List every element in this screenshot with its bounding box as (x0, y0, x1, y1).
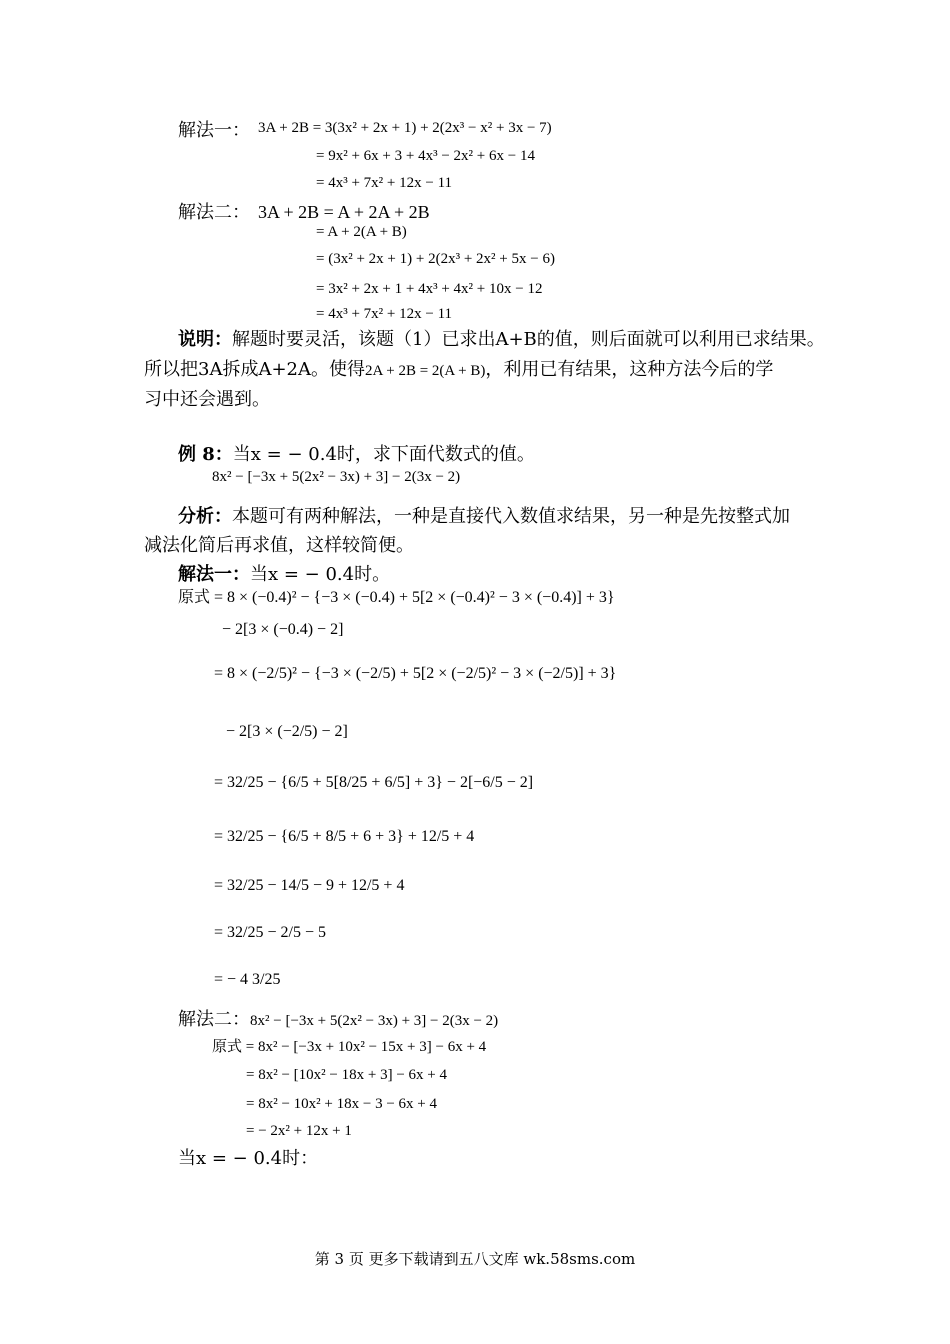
calc-line: 原式 = 8 × (−0.4)² − {−3 × (−0.4) + 5[2 × (−0.4)² − 3 × (−0.4)] + 3} (178, 589, 615, 606)
note-line-1 (178, 331, 825, 349)
formula-line: = 4x³ + 7x² + 12x − 11 (316, 175, 453, 191)
formula-line: = 4x³ + 7x² + 12x − 11 (316, 306, 453, 322)
calc-line: = 8 × (−2/5)² − {−3 × (−2/5) + 5[2 × (−2/5)² − 3 × (−2/5)] + 3} (214, 665, 617, 682)
calc-line: = − 4 3/25 (214, 971, 281, 988)
calc-line: = 32/25 − 14/5 − 9 + 12/5 + 4 (214, 877, 405, 894)
calc-line: − 2[3 × (−0.4) − 2] (222, 621, 344, 638)
solution-a-heading (178, 566, 390, 584)
solution-two-label: 解法二： (178, 202, 250, 223)
simplify-line: = − 2x² + 12x + 1 (246, 1123, 352, 1139)
analysis-text: 本题可有两种解法，一种是直接代入数值求结果，另一种是先按整式加 (232, 506, 790, 527)
solution-b-condition: 当x = − 0.4时： (178, 1148, 319, 1169)
solution-b-label: 解法二： (178, 1009, 250, 1030)
note-line-2 (144, 361, 773, 379)
solution-b-expression: 8x² − [−3x + 5(2x² − 3x) + 3] − 2(3x − 2) (250, 1013, 499, 1029)
simplify-line: = 8x² − 10x² + 18x − 3 − 6x + 4 (246, 1096, 438, 1112)
note-formula: 2A + 2B = 2(A + B) (364, 363, 486, 379)
formula-line: = 3x² + 2x + 1 + 4x³ + 4x² + 10x − 12 (316, 281, 543, 297)
example-8-heading (178, 446, 535, 464)
note-text: ，利用已有结果，这种方法今后的学 (485, 359, 774, 380)
solution-a-label: 解法一： (178, 564, 250, 585)
calc-line: = 32/25 − {6/5 + 8/5 + 6 + 3} + 12/5 + 4 (214, 828, 475, 845)
example-expression: 8x² − [−3x + 5(2x² − 3x) + 3] − 2(3x − 2) (212, 469, 461, 485)
simplify-line: = 8x² − [10x² − 18x + 3] − 6x + 4 (246, 1067, 447, 1083)
analysis-line-1 (178, 508, 790, 526)
note-text: 所以把3A拆成A+2A。使得 (144, 359, 365, 380)
analysis-line-2: 减法化简后再求值，这样较简便。 (144, 535, 414, 556)
formula-line: = A + 2(A + B) (316, 224, 407, 240)
page-footer: 第 3 页 更多下载请到五八文库 wk.58sms.com (314, 1250, 636, 1268)
formula-line: 3A + 2B = A + 2A + 2B (258, 202, 430, 222)
solution-one-label: 解法一： (178, 120, 250, 141)
example-label: 例 8： (178, 444, 233, 465)
formula-line: 3A + 2B = 3(3x² + 2x + 1) + 2(2x³ − x² + 3x − 7) (258, 120, 552, 136)
analysis-label: 分析： (178, 506, 232, 527)
formula-line: = (3x² + 2x + 1) + 2(2x³ + 2x² + 5x − 6) (316, 251, 555, 267)
note-line-3: 习中还会遇到。 (144, 389, 270, 410)
simplify-line: 原式 = 8x² − [−3x + 10x² − 15x + 3] − 6x + 4 (212, 1039, 487, 1055)
calc-line: = 32/25 − {6/5 + 5[8/25 + 6/5] + 3} − 2[−6/5 − 2] (214, 774, 534, 791)
calc-line: = 32/25 − 2/5 − 5 (214, 924, 326, 941)
solution-b-heading (178, 1011, 498, 1029)
solution-a-condition: 当x = − 0.4时。 (250, 564, 391, 585)
formula-line: = 9x² + 6x + 3 + 4x³ − 2x² + 6x − 14 (316, 148, 535, 164)
calc-line: − 2[3 × (−2/5) − 2] (226, 723, 348, 740)
note-label: 说明： (178, 329, 232, 350)
note-text: 解题时要灵活，该题（1）已求出A+B的值，则后面就可以利用已求结果。 (232, 329, 825, 350)
example-text: 当x = − 0.4时，求下面代数式的值。 (232, 444, 535, 465)
